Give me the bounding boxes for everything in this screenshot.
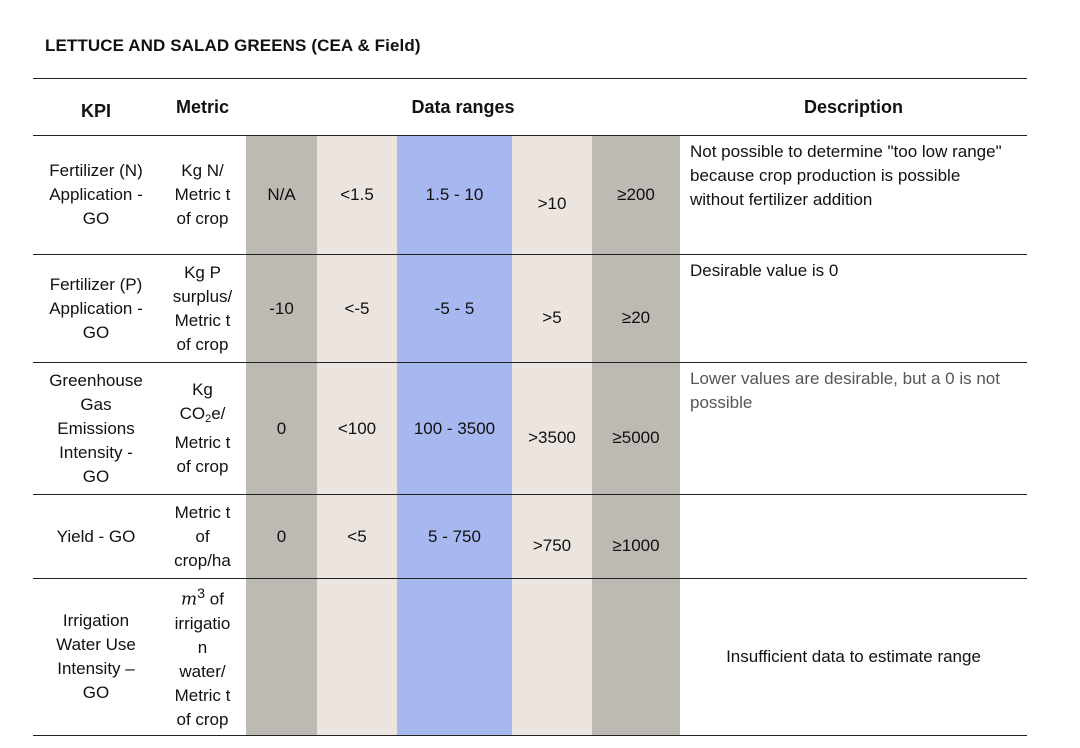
range-cell-1: 0 xyxy=(246,363,317,495)
table-row xyxy=(33,579,1027,736)
range-cell-5: ≥5000 xyxy=(592,363,680,495)
kpi-table xyxy=(33,78,1027,736)
description-cell: Insufficient data to estimate range xyxy=(680,579,1027,736)
metric-header: Metric xyxy=(159,79,246,136)
header-row xyxy=(33,79,1027,136)
table-row xyxy=(33,363,1027,495)
kpi-cell: Fertilizer (N) Application - GO xyxy=(33,136,159,255)
range-cell-5: ≥20 xyxy=(592,255,680,363)
data-ranges-header: Data ranges xyxy=(246,79,680,136)
range-cell-5: ≥200 xyxy=(592,136,680,255)
description-cell xyxy=(680,495,1027,579)
kpi-cell: Greenhouse Gas Emissions Intensity - GO xyxy=(33,363,159,495)
range-cell-4: >750 xyxy=(512,495,592,579)
metric-cell: $m^3$ of irrigatio n water/ Metric t of crop xyxy=(159,579,246,736)
description-header: Description xyxy=(680,79,1027,136)
metric-cell: Kg N/ Metric t of crop xyxy=(159,136,246,255)
range-cell-5 xyxy=(592,579,680,736)
table-row xyxy=(33,495,1027,579)
range-cell-2: <1.5 xyxy=(317,136,397,255)
range-cell-3: 100 - 3500 xyxy=(397,363,512,495)
description-cell: Desirable value is 0 xyxy=(680,255,1027,363)
range-cell-2 xyxy=(317,579,397,736)
range-cell-5: ≥1000 xyxy=(592,495,680,579)
description-cell: Lower values are desirable, but a 0 is not possible xyxy=(680,363,1027,495)
range-cell-2: <100 xyxy=(317,363,397,495)
metric-cell: Kg $CO_2e/$ Metric t of crop xyxy=(159,363,246,495)
range-cell-4: >5 xyxy=(512,255,592,363)
table-row xyxy=(33,136,1027,255)
range-cell-4 xyxy=(512,579,592,736)
range-cell-3 xyxy=(397,579,512,736)
range-cell-2: <-5 xyxy=(317,255,397,363)
range-cell-2: <5 xyxy=(317,495,397,579)
range-cell-3: 1.5 - 10 xyxy=(397,136,512,255)
range-cell-4: >3500 xyxy=(512,363,592,495)
kpi-cell: Irrigation Water Use Intensity – GO xyxy=(33,579,159,736)
page-title: LETTUCE AND SALAD GREENS (CEA & Field) xyxy=(45,36,421,55)
table-row xyxy=(33,255,1027,363)
range-cell-3: -5 - 5 xyxy=(397,255,512,363)
kpi-header: KPI xyxy=(33,79,159,136)
description-cell: Not possible to determine "too low range" because crop production is possible without fertilizer addition xyxy=(680,136,1027,255)
range-cell-3: 5 - 750 xyxy=(397,495,512,579)
metric-cell: Kg P surplus/ Metric t of crop xyxy=(159,255,246,363)
kpi-cell: Fertilizer (P) Application - GO xyxy=(33,255,159,363)
kpi-cell: Yield - GO xyxy=(33,495,159,579)
range-cell-1 xyxy=(246,579,317,736)
range-cell-4: >10 xyxy=(512,136,592,255)
range-cell-1: -10 xyxy=(246,255,317,363)
metric-cell: Metric t of crop/ha xyxy=(159,495,246,579)
range-cell-1: 0 xyxy=(246,495,317,579)
range-cell-1: N/A xyxy=(246,136,317,255)
